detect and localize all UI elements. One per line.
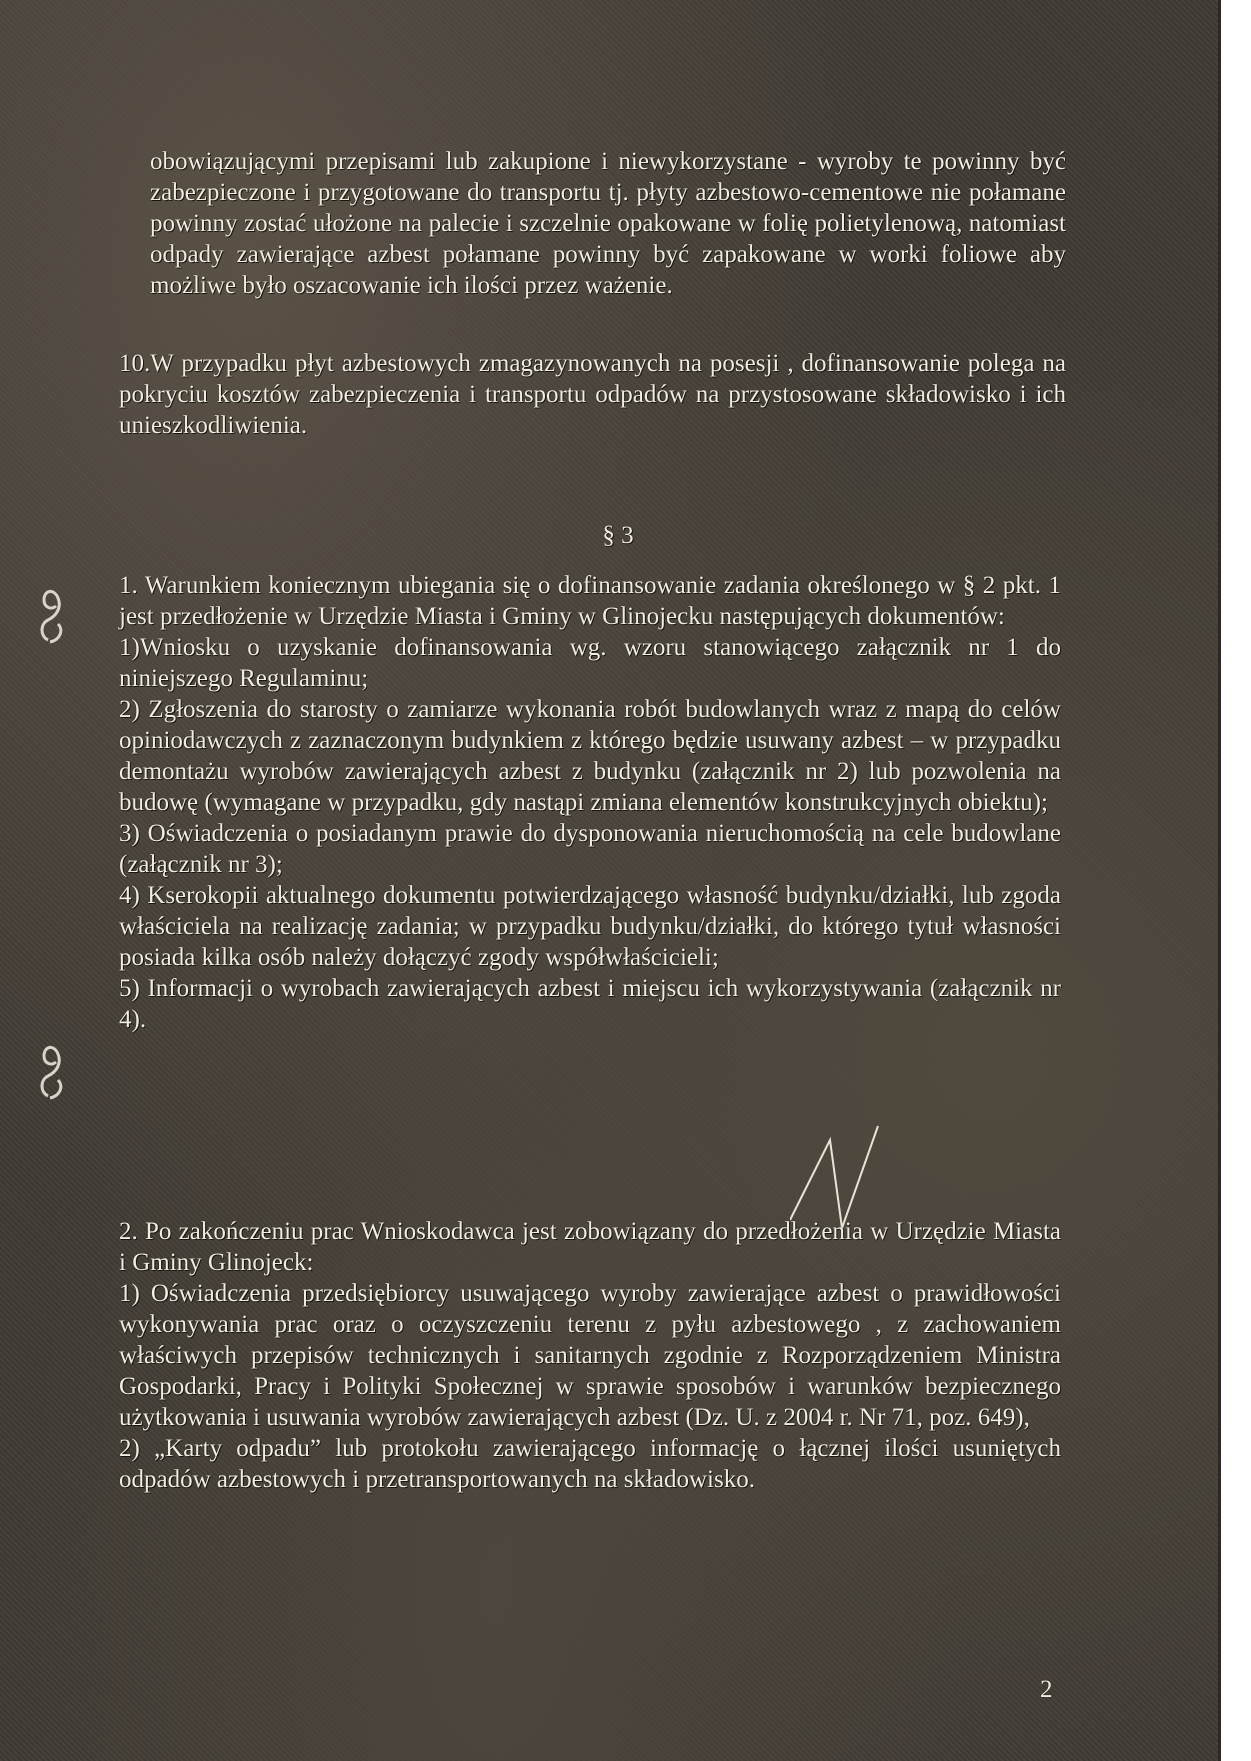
paragraph-intro: 1. Warunkiem koniecznym ubiegania się o dofinansowanie zadania określonego w § 2 pkt. 1 jest przedłożenie w Urzędzie Miasta i Gminy w Glinojecku następujących dokumentów:	[119, 572, 1061, 630]
list-item: 2) „Karty odpadu” lub protokołu zawierającego informację o łącznej ilości usuniętych odpadów azbestowych i przetransportowanych na składowisko.	[119, 1435, 1061, 1493]
pen-stroke-mark	[790, 1120, 880, 1230]
list-item: 4) Kserokopii aktualnego dokumentu potwierdzającego własność budynku/działki, lub zgoda właściciela na realizację zadania; w przypadku budynku/działki, do którego tytuł własności posiada kilka osób należy dołączyć zgody współwłaścicieli;	[119, 882, 1061, 971]
scan-edge	[1218, 0, 1236, 1761]
list-item: 1)Wniosku o uzyskanie dofinansowania wg. wzoru stanowiącego załącznik nr 1 do niniejszego Regulaminu;	[119, 634, 1061, 692]
list-item-text: 10.W przypadku płyt azbestowych zmagazynowanych na posesji , dofinansowanie polega na pokryciu kosztów zabezpieczenia i transportu odpadów na przystosowane składowisko i ich unieszkodliwienia.	[119, 350, 1066, 439]
paragraph-intro: 2. Po zakończeniu prac Wnioskodawca jest zobowiązany do przedłożenia w Urzędzie Miasta i Gminy Glinojeck:	[119, 1218, 1061, 1276]
section-heading: § 3	[602, 522, 634, 549]
list-item: 3) Oświadczenia o posiadanym prawie do dysponowania nieruchomością na cele budowlane (załącznik nr 3);	[119, 820, 1061, 878]
list-item: 5) Informacji o wyrobach zawierających azbest i miejscu ich wykorzystywania (załącznik nr 4).	[119, 975, 1061, 1033]
paperclip-icon	[38, 584, 68, 644]
paragraph-continuation	[150, 146, 1066, 301]
list-item: 1) Oświadczenia przedsiębiorcy usuwającego wyroby zawierające azbest o prawidłowości wykonywania prac oraz o oczyszczeniu terenu z pyłu azbestowego , z zachowaniem właściwych przepisów technicznych i sanitarnych zgodnie z Rozporządzeniem Ministra Gospodarki, Pracy i Polityki Społecznej w sprawie sposobów i warunków bezpiecznego użytkowania i usuwania wyrobów zawierających azbest (Dz. U. z 2004 r. Nr 71, poz. 649),	[119, 1280, 1061, 1431]
list-item: 2) Zgłoszenia do starosty o zamiarze wykonania robót budowlanych wraz z mapą do celów opiniodawczych z zaznaczonym budynkiem z którego będzie usuwany azbest – w przypadku demontażu wyrobów zawierających azbest z budynku (załącznik nr 2) lub pozwolenia na budowę (wymagane w przypadku, gdy nastąpi zmiana elementów konstrukcyjnych obiektu);	[119, 696, 1061, 816]
page-number: 2	[1040, 1676, 1053, 1703]
paperclip-icon	[38, 1040, 68, 1100]
section-paragraph-1	[119, 570, 1061, 1035]
section-paragraph-2	[119, 1216, 1061, 1495]
paragraph-text: obowiązującymi przepisami lub zakupione i niewykorzystane - wyroby te powinny być zabezpieczone i przygotowane do transportu tj. płyty azbestowo-cementowe nie połamane powinny zostać ułożone na palecie i szczelnie opakowane w folię polietylenową, natomiast odpady zawierające azbest połamane powinny być zapakowane w worki foliowe aby możliwe było oszacowanie ich ilości przez ważenie.	[150, 148, 1066, 299]
list-item-10	[119, 348, 1066, 441]
